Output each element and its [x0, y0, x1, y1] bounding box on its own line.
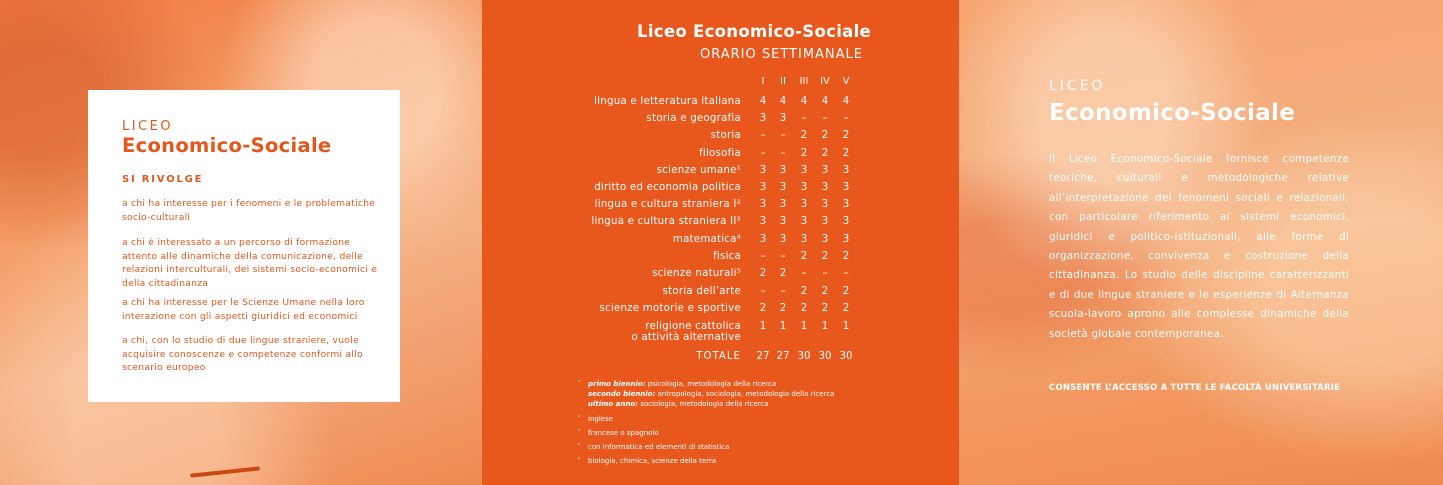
- card-paragraph: a chi è interessato a un percorso di formazione attento alle dinamiche della comunicazione, delle relazioni interculturali, dei sistemi socio-economici e della cittadinanza: [122, 237, 378, 289]
- subject-label: matematica⁴: [672, 234, 741, 245]
- hours-cell: 2: [842, 130, 850, 141]
- hours-cell: –: [780, 148, 786, 159]
- description-panel: [959, 0, 1443, 485]
- subject-label: filosofia: [699, 148, 741, 159]
- total-cell: 30: [818, 351, 832, 362]
- hours-cell: –: [822, 268, 828, 279]
- schedule-row: [482, 199, 959, 217]
- hours-cell: 1: [800, 321, 808, 332]
- hours-cell: 2: [842, 251, 850, 262]
- hours-cell: 3: [800, 165, 808, 176]
- schedule-row: [482, 251, 959, 269]
- card-paragraph: a chi ha interesse per le Scienze Umane nella loro interazione con gli aspetti giuridici ed economici: [122, 297, 365, 322]
- footnote-text: sociologia, metodologia della ricerca: [640, 400, 769, 408]
- hours-cell: –: [760, 130, 766, 141]
- hours-cell: 2: [779, 303, 787, 314]
- schedule-row: [482, 182, 959, 200]
- year-header: IV: [820, 76, 830, 87]
- hours-cell: –: [780, 286, 786, 297]
- hours-cell: 3: [842, 199, 850, 210]
- footnote-marker: ³: [578, 429, 581, 435]
- hours-cell: 3: [842, 234, 850, 245]
- footnote-text: inglese: [588, 415, 614, 423]
- hours-cell: –: [760, 286, 766, 297]
- hours-cell: 3: [779, 216, 787, 227]
- schedule-row: [482, 234, 959, 252]
- footnote-label: primo biennio:: [588, 380, 646, 388]
- footnote-marker: ⁴: [578, 443, 581, 449]
- schedule-title: Liceo Economico-Sociale: [637, 22, 872, 41]
- year-header: I: [761, 76, 765, 87]
- hours-cell: 3: [842, 182, 850, 193]
- schedule-row: [482, 165, 959, 183]
- hours-cell: –: [780, 251, 786, 262]
- schedule-row: [482, 321, 959, 347]
- hours-cell: 1: [779, 321, 787, 332]
- hours-cell: 2: [821, 286, 829, 297]
- total-row: [482, 351, 959, 369]
- description-footer: CONSENTE L’ACCESSO A TUTTE LE FACOLTÀ UNIVERSITARIE: [1049, 383, 1341, 393]
- footnote-marker: ¹: [578, 380, 581, 386]
- hours-cell: 3: [842, 165, 850, 176]
- hours-cell: –: [780, 130, 786, 141]
- subject-label: scienze naturali⁵: [652, 268, 741, 279]
- footnote-text: con informatica ed elementi di statistica: [588, 443, 730, 451]
- hours-cell: 4: [779, 96, 787, 107]
- total-label: TOTALE: [696, 351, 741, 362]
- subject-label: storia: [710, 130, 741, 141]
- hours-cell: –: [801, 268, 807, 279]
- footnote-marker: ²: [578, 415, 581, 421]
- hours-cell: 3: [759, 165, 767, 176]
- hours-cell: 2: [821, 130, 829, 141]
- footnote-marker: ⁵: [578, 457, 581, 463]
- subject-label: scienze motorie e sportive: [599, 303, 741, 314]
- info-card: [88, 90, 400, 402]
- hours-cell: 3: [800, 234, 808, 245]
- hours-cell: 3: [779, 165, 787, 176]
- description-body: Il Liceo Economico-Sociale fornisce competenze teoriche, culturali e metodologiche relative all’interpretazione dei fenomeni sociali e relazionali, con particolare riferimento ai sistemi economici, giuridici e politico-istituzionali, alle forme di organizzazione, convivenza e costruzione della cittadinanza. Lo studio delle discipline caratterizzanti e di due lingue straniere e le esperienze di Alternanza scuola-lavoro aprono alle complesse dinamiche della società globale contemporanea.: [1049, 153, 1349, 340]
- hours-cell: 3: [779, 182, 787, 193]
- year-header: V: [842, 76, 850, 87]
- schedule-panel: [482, 0, 959, 485]
- hours-cell: 2: [821, 303, 829, 314]
- hours-cell: 2: [800, 286, 808, 297]
- hours-cell: 2: [800, 130, 808, 141]
- hours-cell: –: [843, 113, 849, 124]
- hours-cell: 2: [821, 251, 829, 262]
- card-title: Economico-Sociale: [122, 134, 332, 157]
- hours-cell: –: [801, 113, 807, 124]
- hours-cell: 2: [800, 251, 808, 262]
- year-header: III: [799, 76, 809, 87]
- hours-cell: 3: [800, 182, 808, 193]
- hours-cell: 2: [759, 268, 767, 279]
- hours-cell: 4: [800, 96, 808, 107]
- subject-label: lingua e cultura straniera I²: [594, 199, 741, 210]
- pen-decoration: [190, 466, 260, 477]
- subject-label: diritto ed economia politica: [594, 182, 741, 193]
- year-header: II: [780, 76, 786, 87]
- schedule-header-row: [482, 76, 959, 94]
- footnote-label: secondo biennio:: [588, 390, 656, 398]
- hours-cell: 3: [821, 216, 829, 227]
- schedule-row: [482, 303, 959, 321]
- schedule-row: [482, 148, 959, 166]
- hours-cell: 2: [779, 268, 787, 279]
- hours-cell: 3: [779, 113, 787, 124]
- hours-cell: 2: [821, 148, 829, 159]
- hours-cell: –: [760, 251, 766, 262]
- hours-cell: 3: [759, 234, 767, 245]
- description-title: Economico-Sociale: [1049, 100, 1296, 126]
- hours-cell: 4: [821, 96, 829, 107]
- schedule-row: [482, 96, 959, 114]
- hours-cell: 3: [800, 216, 808, 227]
- total-cell: 27: [776, 351, 790, 362]
- hours-cell: 3: [821, 165, 829, 176]
- hours-cell: –: [760, 148, 766, 159]
- schedule-row: [482, 286, 959, 304]
- schedule-subtitle: ORARIO SETTIMANALE: [700, 47, 863, 62]
- hours-cell: 3: [821, 182, 829, 193]
- hours-cell: 2: [842, 303, 850, 314]
- total-cell: 30: [839, 351, 853, 362]
- hours-cell: 2: [800, 303, 808, 314]
- subject-label: o attività alternative: [631, 332, 741, 343]
- card-paragraph: a chi, con lo studio di due lingue straniere, vuole acquisire conoscenze e competenze conformi allo scenario europeo: [122, 335, 363, 374]
- hours-cell: 4: [759, 96, 767, 107]
- schedule-row: [482, 130, 959, 148]
- card-paragraph: a chi ha interesse per i fenomeni e le problematiche socio-culturali: [122, 198, 376, 223]
- schedule-row: [482, 113, 959, 131]
- hours-cell: 3: [779, 234, 787, 245]
- hours-cell: 3: [759, 113, 767, 124]
- hours-cell: 2: [800, 148, 808, 159]
- left-panel: [0, 0, 482, 485]
- hours-cell: –: [822, 113, 828, 124]
- hours-cell: 3: [821, 234, 829, 245]
- hours-cell: 1: [821, 321, 829, 332]
- description-kicker: LICEO: [1049, 78, 1106, 94]
- subject-label: storia e geografia: [646, 113, 741, 124]
- hours-cell: 2: [759, 303, 767, 314]
- hours-cell: 3: [800, 199, 808, 210]
- schedule-row: [482, 216, 959, 234]
- footnote-text: biologia, chimica, scienze della terra: [588, 457, 717, 465]
- total-cell: 27: [756, 351, 770, 362]
- footnote-text: antropologia, sociologia, metodologia della ricerca: [657, 390, 835, 398]
- hours-cell: 3: [759, 216, 767, 227]
- subject-label: fisica: [713, 251, 741, 262]
- subject-label: lingua e cultura straniera II³: [591, 216, 741, 227]
- hours-cell: 3: [842, 216, 850, 227]
- hours-cell: 3: [779, 199, 787, 210]
- card-subtitle: SI RIVOLGE: [122, 174, 204, 185]
- hours-cell: 1: [759, 321, 767, 332]
- footnote-label: ultimo anno:: [588, 400, 638, 408]
- card-kicker: LICEO: [122, 119, 174, 134]
- hours-cell: 2: [842, 286, 850, 297]
- footnote-text: psicologia, metodologia della ricerca: [647, 380, 777, 388]
- hours-cell: 3: [759, 199, 767, 210]
- subject-label: storia dell’arte: [662, 286, 741, 297]
- schedule-row: [482, 268, 959, 286]
- hours-cell: 4: [842, 96, 850, 107]
- hours-cell: 3: [759, 182, 767, 193]
- subject-label: religione cattolica: [645, 321, 741, 332]
- subject-label: scienze umane¹: [656, 165, 741, 176]
- hours-cell: 1: [842, 321, 850, 332]
- hours-cell: –: [843, 268, 849, 279]
- total-cell: 30: [797, 351, 811, 362]
- subject-label: lingua e letteratura italiana: [594, 96, 741, 107]
- footnote-text: francese o spagnolo: [588, 429, 659, 437]
- hours-cell: 3: [821, 199, 829, 210]
- hours-cell: 2: [842, 148, 850, 159]
